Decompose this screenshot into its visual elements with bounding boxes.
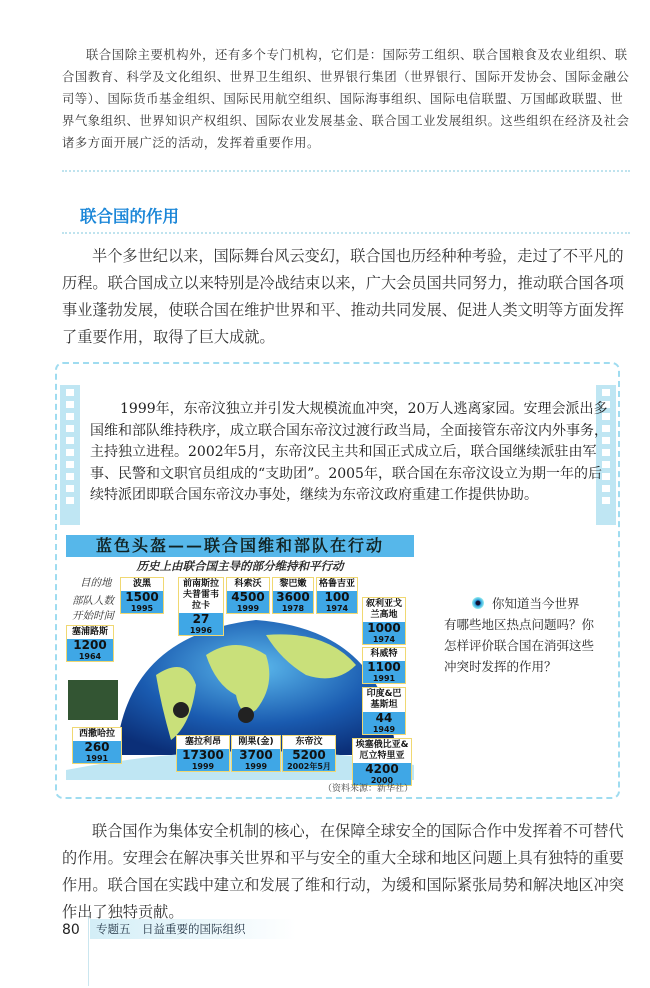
figure-title: 蓝色头盔——联合国维和部队在行动 [66, 535, 414, 557]
mission-troops: 100 [317, 591, 357, 604]
mission-troops: 3700 [232, 749, 280, 762]
mission-year: 1999 [177, 762, 229, 771]
mission-name: 西撒哈拉 [78, 729, 115, 739]
mission-label [176, 735, 230, 772]
mission-troops: 1100 [363, 661, 405, 674]
mission-troops: 260 [73, 741, 121, 754]
mission-label [72, 727, 122, 764]
legend-start: 开始时间 [72, 610, 114, 622]
mission-label [178, 577, 224, 636]
mission-name: 科索沃 [234, 579, 262, 589]
mission-troops: 27 [179, 613, 223, 626]
figure-subtitle: 历史上由联合国主导的部分维持和平行动 [136, 559, 344, 573]
mission-troops: 4200 [353, 763, 411, 776]
mission-troops: 17300 [177, 749, 229, 762]
divider [62, 170, 630, 172]
mission-name: 科威特 [370, 649, 398, 659]
mission-label [120, 577, 164, 614]
figure-source: （资料来源：新华社） [323, 784, 414, 794]
mission-troops: 5200 [283, 749, 335, 762]
mission-label [226, 577, 270, 614]
film-strip-left [60, 385, 80, 525]
mission-troops: 3600 [273, 591, 313, 604]
mission-name: 印度&巴基斯坦 [366, 689, 402, 710]
mission-label [362, 647, 406, 684]
mission-year: 2002年5月 [283, 762, 335, 771]
legend-destination: 目的地 [80, 577, 112, 589]
mission-label [282, 735, 336, 772]
mission-troops: 1200 [67, 639, 113, 652]
mission-year: 1991 [73, 754, 121, 763]
case-text: 1999年，东帝汶独立并引发大规模流血冲突，20万人逃离家园。安理会派出多国维和部队维持秩序，成立联合国东帝汶过渡行政当局，全面接管东帝汶内外事务，主持独立进程。2002年5月，东帝汶民主共和国正式成立后，联合国继续派驻由军事、民警和文职官员组成的“支助团”。2005年，联合国在东帝汶设立为期一年的后续特派团即联合国东帝汶办事处，继续为东帝汶政府重建工作提供协助。 [90, 401, 608, 503]
mission-name: 塞浦路斯 [71, 627, 108, 637]
mission-name: 东帝汶 [295, 737, 323, 747]
footer-rule [88, 916, 89, 986]
section-heading: 联合国的作用 [80, 207, 179, 226]
question-rest: 有哪些地区热点问题吗？你怎样评价联合国在消弭这些冲突时发挥的作用？ [444, 617, 595, 674]
mission-year: 1991 [363, 674, 405, 683]
mission-label [316, 577, 358, 614]
mission-troops: 4500 [227, 591, 269, 604]
mission-label [231, 735, 281, 772]
mission-label [362, 687, 406, 735]
mission-label [352, 738, 412, 786]
intro-paragraph: 联合国除主要机构外，还有多个专门机构，它们是：国际劳工组织、联合国粮食及农业组织、联合国教育、科学及文化组织、世界卫生组织、世界银行集团（世界银行、国际开发协会、国际金融公司等）、国际货币基金组织、国际民用航空组织、国际海事组织、国际电信联盟、万国邮政联盟、世界气象组织、世界知识产权组织、国际农业发展基金、联合国工业发展组织。这些组织在经济及社会诸多方面开展广泛的活动，发挥着重要作用。 [62, 48, 630, 150]
divider [62, 232, 630, 234]
bullet-eye-icon [472, 597, 484, 609]
mission-troops: 1000 [363, 622, 405, 635]
mission-name: 塞拉利昂 [184, 737, 221, 747]
mission-name: 前南斯拉夫普雷韦拉卡 [182, 579, 219, 611]
think-question [444, 593, 604, 677]
mission-troops: 1500 [121, 591, 163, 604]
page-number: 80 [62, 922, 80, 938]
chapter-title: 专题五 日益重要的国际组织 [90, 919, 296, 939]
mission-year: 1949 [363, 725, 405, 734]
mission-name: 刚果(金) [238, 737, 274, 747]
mission-name: 黎巴嫩 [279, 579, 307, 589]
mission-name: 格鲁吉亚 [318, 579, 355, 589]
mission-year: 1978 [273, 604, 313, 613]
mission-year: 1999 [227, 604, 269, 613]
mission-label [272, 577, 314, 614]
mission-name: 波黑 [132, 579, 151, 589]
mission-troops: 44 [363, 712, 405, 725]
mission-year: 1996 [179, 626, 223, 635]
mission-year: 1995 [121, 604, 163, 613]
mission-label [66, 625, 114, 662]
legend-troops: 部队人数 [72, 595, 114, 607]
question-line-1: 你知道当今世界 [492, 596, 580, 611]
mission-name: 埃塞俄比亚&厄立特里亚 [355, 740, 409, 761]
mission-label [362, 597, 406, 645]
mission-year: 2000 [353, 776, 411, 785]
peacekeeping-figure [66, 535, 414, 790]
mission-year: 1964 [67, 652, 113, 661]
mission-year: 1974 [363, 635, 405, 644]
mission-year: 1999 [232, 762, 280, 771]
mission-year: 1974 [317, 604, 357, 613]
paragraph-2: 联合国作为集体安全机制的核心，在保障全球安全的国际合作中发挥着不可替代的作用。安理会在解决事关世界和平与安全的重大全球和地区问题上具有独特的重要作用。联合国在实践中建立和发展了维和行动，为缓和国际紧张局势和解决地区冲突作出了独特贡献。 [62, 822, 624, 921]
paragraph-1: 半个多世纪以来，国际舞台风云变幻，联合国也历经种种考验，走过了不平凡的历程。联合国成立以来特别是冷战结束以来，广大会员国共同努力，推动联合国各项事业蓬勃发展，使联合国在维护世界和平、推动共同发展、促进人类文明等方面发挥了重要作用，取得了巨大成就。 [62, 247, 624, 346]
mission-name: 叙利亚戈兰高地 [365, 599, 402, 620]
